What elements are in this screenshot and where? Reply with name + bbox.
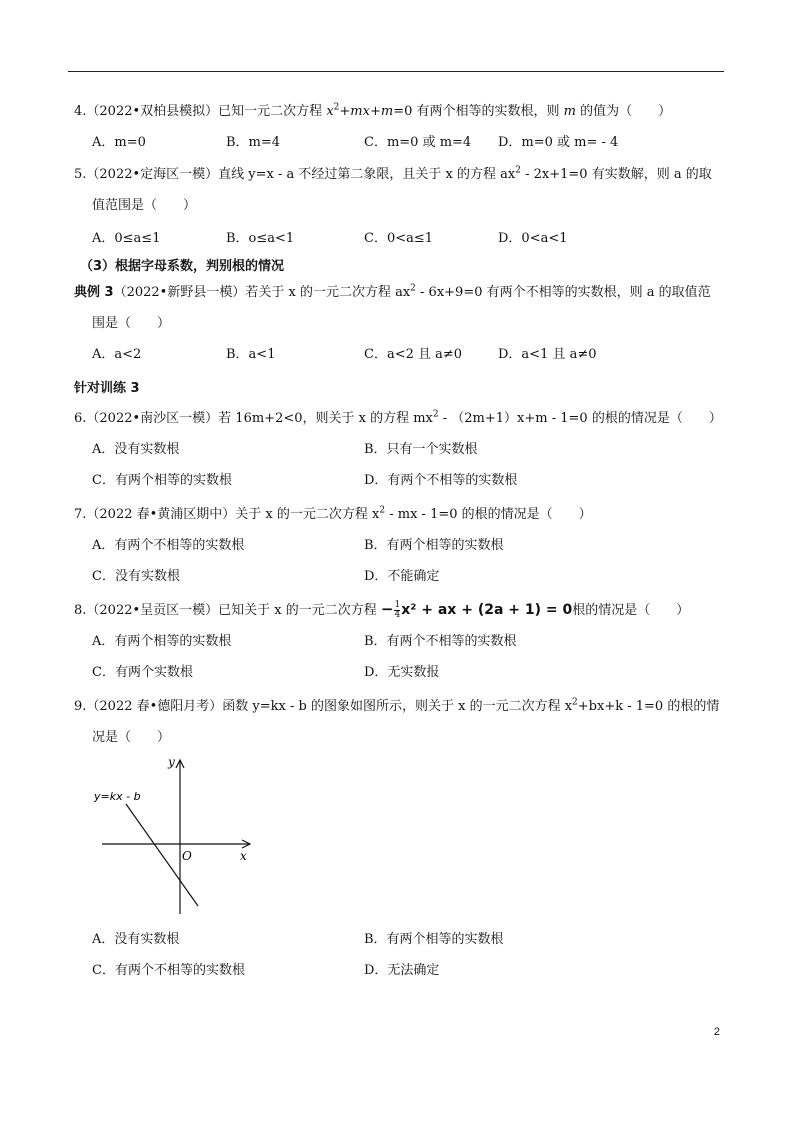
q4-stem-end: 的值为（ ） bbox=[575, 104, 672, 119]
q9-source: （2022 春•德阳月考） bbox=[86, 699, 223, 714]
q5-stem-line1 bbox=[74, 166, 712, 184]
q7-number: 7. bbox=[74, 507, 87, 522]
q7-stem bbox=[74, 506, 592, 524]
q9-line1-b: +bx+k - 1=0 的根的情 bbox=[577, 699, 720, 714]
q5-exp: 2 bbox=[515, 165, 521, 176]
q8-number: 8. bbox=[74, 603, 87, 618]
q9-stem-line1 bbox=[74, 698, 719, 716]
q7-option-b: B．有两个相等的实数根 bbox=[364, 538, 504, 553]
q5-number: 5. bbox=[74, 167, 87, 182]
q7-exp: 2 bbox=[379, 505, 386, 516]
q8-option-c: C．有两个实数根 bbox=[92, 665, 193, 680]
q7-line1-b: - mx - 1=0 的根的情况是（ ） bbox=[385, 507, 592, 522]
q4-eq-m: m bbox=[380, 104, 394, 119]
q9-option-a: A．没有实数根 bbox=[92, 932, 180, 947]
q6-option-b: B．只有一个实数根 bbox=[364, 442, 478, 457]
q5-stem-line2: 值范围是（ ） bbox=[92, 198, 197, 213]
example3-exp: 2 bbox=[410, 283, 416, 294]
q8-eq-tail: x² + ax + (2a + 1) = 0 bbox=[401, 602, 573, 618]
q8-option-a: A．有两个相等的实数根 bbox=[92, 634, 232, 649]
q5-option-a: A．0≤a≤1 bbox=[92, 231, 161, 246]
origin-label: O bbox=[182, 849, 192, 863]
section-heading: （3）根据字母系数，判别根的情况 bbox=[80, 259, 285, 274]
q9-option-c: C．有两个不相等的实数根 bbox=[92, 963, 245, 978]
q6-option-c: C．有两个相等的实数根 bbox=[92, 473, 232, 488]
example3-line1 bbox=[74, 284, 711, 302]
function-label: y=kx - b bbox=[94, 790, 141, 803]
q9-option-b: B．有两个相等的实数根 bbox=[364, 932, 504, 947]
q8-line1-b: 根的情况是（ ） bbox=[572, 603, 690, 618]
q6-number: 6. bbox=[74, 411, 87, 426]
y-axis-label: y bbox=[168, 755, 175, 769]
example3-line2: 围是（ ） bbox=[92, 316, 171, 331]
q4-eq-plus2: + bbox=[369, 104, 381, 119]
q8-line1: 已知关于 x 的一元二次方程 bbox=[218, 603, 381, 618]
q9-line1: 函数 y=kx - b 的图象如图所示，则关于 x 的一元二次方程 x bbox=[222, 699, 573, 714]
q7-option-c: C．没有实数根 bbox=[92, 569, 180, 584]
q9-exp: 2 bbox=[572, 697, 578, 708]
q5-source: （2022•定海区一模） bbox=[86, 167, 219, 182]
q5-line1: 直线 y=x - a 不经过第二象限，且关于 x 的方程 ax bbox=[218, 167, 516, 182]
q8-eq-minus: − bbox=[380, 600, 394, 618]
q4-stem-pre: 已知一元二次方程 bbox=[218, 104, 327, 119]
q4-eq-rest: =0 有两个相等的实数根，则 bbox=[393, 104, 564, 119]
example3-label: 典例 3 bbox=[74, 285, 114, 300]
q4-eq-x: x bbox=[326, 104, 334, 119]
q6-line1-b: - （2m+1）x+m - 1=0 的根的情况是（ ） bbox=[438, 411, 722, 426]
q6-option-d: D．有两个不相等的实数根 bbox=[364, 473, 518, 488]
q5-option-d: D．0<a<1 bbox=[498, 231, 568, 246]
training-heading: 针对训练 3 bbox=[74, 381, 140, 396]
q4-source: （2022•双柏县模拟） bbox=[86, 104, 219, 119]
q5-line1-b: - 2x+1=0 有实数解，则 a 的取 bbox=[520, 167, 712, 182]
q5-option-c: C．0<a≤1 bbox=[364, 231, 434, 246]
q7-option-d: D．不能确定 bbox=[364, 569, 440, 584]
q8-option-b: B．有两个不相等的实数根 bbox=[364, 634, 517, 649]
q4-number: 4. bbox=[74, 104, 87, 119]
q4-option-a: A．m=0 bbox=[92, 135, 146, 150]
q9-option-d: D．无法确定 bbox=[364, 963, 440, 978]
page-number: 2 bbox=[713, 1026, 720, 1038]
q4-stem bbox=[74, 103, 671, 121]
q8-frac-num: 1 bbox=[394, 600, 401, 610]
q7-option-a: A．有两个不相等的实数根 bbox=[92, 538, 245, 553]
q8-frac-den: 4 bbox=[394, 610, 401, 620]
q7-line1: 关于 x 的一元二次方程 x bbox=[235, 507, 380, 522]
q9-stem-line2: 况是（ ） bbox=[92, 730, 171, 745]
q4-var-m: m bbox=[563, 104, 576, 119]
q9-graph bbox=[92, 752, 262, 920]
q5-option-b: B．o≤a<1 bbox=[226, 231, 295, 246]
q8-fraction bbox=[394, 601, 400, 620]
example3-option-c: C．a<2 且 a≠0 bbox=[364, 347, 463, 362]
q4-option-c: C．m=0 或 m=4 bbox=[364, 135, 472, 150]
q4-option-d: D．m=0 或 m= - 4 bbox=[498, 135, 619, 150]
q4-eq-plus1: + bbox=[339, 104, 351, 119]
header-rule bbox=[68, 71, 724, 72]
q7-source: （2022 春•黄浦区期中） bbox=[86, 507, 236, 522]
example3-option-a: A．a<2 bbox=[92, 347, 142, 362]
q8-option-d: D．无实数报 bbox=[364, 665, 440, 680]
q6-exp: 2 bbox=[432, 409, 439, 420]
q6-option-a: A．没有实数根 bbox=[92, 442, 180, 457]
q4-exp: 2 bbox=[333, 102, 340, 113]
q4-eq-mx: mx bbox=[350, 104, 370, 119]
example3-line1-text: 若关于 x 的一元二次方程 ax bbox=[245, 285, 411, 300]
example3-line1-b: - 6x+9=0 有两个不相等的实数根，则 a 的取值范 bbox=[415, 285, 711, 300]
q4-option-b: B．m=4 bbox=[226, 135, 281, 150]
example3-source: （2022•新野县一模） bbox=[113, 285, 246, 300]
q6-stem bbox=[74, 410, 722, 428]
example3-option-d: D．a<1 且 a≠0 bbox=[498, 347, 597, 362]
q6-source: （2022•南沙区一模） bbox=[86, 411, 219, 426]
q9-number: 9. bbox=[74, 699, 87, 714]
example3-option-b: B．a<1 bbox=[226, 347, 276, 362]
q8-source: （2022•呈贡区一模） bbox=[86, 603, 219, 618]
q8-stem bbox=[74, 600, 689, 620]
x-axis-label: x bbox=[240, 849, 247, 863]
q6-line1: 若 16m+2<0，则关于 x 的方程 mx bbox=[218, 411, 433, 426]
